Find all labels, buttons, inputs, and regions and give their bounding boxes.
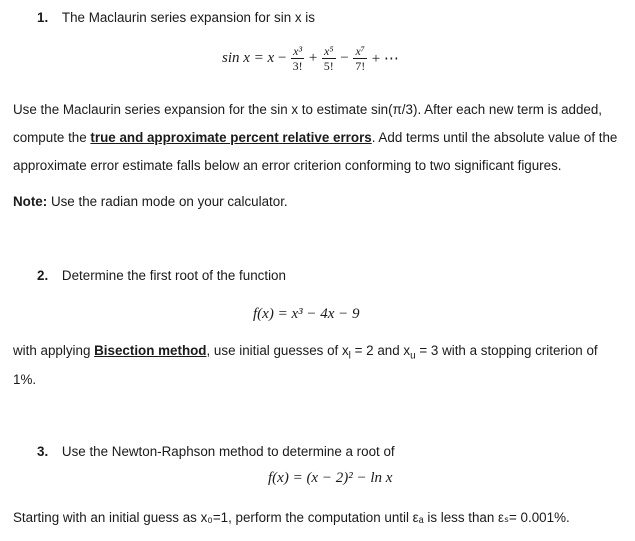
note-text: Use the radian mode on your calculator. bbox=[47, 194, 288, 209]
q2-paragraph-line-1: with applying Bisection method, use initial guesses of $x_l = 2$ and $x_u = 3$ with a stopping criterion of bbox=[13, 343, 598, 362]
q1-paragraph-line-2: compute the true and approximate percent relative errors. Add terms until the absolute value of the bbox=[13, 130, 618, 145]
q1-intro: The Maclaurin series expansion for sin x is bbox=[61, 10, 315, 25]
q3-function: f(x) = (x − 2)² − ln x bbox=[268, 470, 393, 486]
q1-note bbox=[13, 194, 288, 209]
q2-heading bbox=[37, 268, 286, 283]
series-lhs: sin x = x bbox=[222, 50, 275, 66]
series-term-2: $\frac{\text{x⁵}}{5!}$ bbox=[323, 44, 334, 73]
q3-number: 3. bbox=[37, 444, 49, 459]
percent-relative-errors-term: true and approximate percent relative errors bbox=[90, 130, 372, 145]
q1-heading bbox=[37, 10, 315, 25]
series-term-1: $\frac{\text{x³}}{3!}$ bbox=[292, 44, 303, 73]
series-tail: + ⋯ bbox=[371, 51, 399, 67]
q2-function: f(x) = x³ − 4x − 9 bbox=[253, 306, 360, 322]
q1-paragraph-line-1: Use the Maclaurin series expansion for the sin x to estimate sin(π/3). After each new term is added, bbox=[13, 102, 603, 117]
q3-intro: Use the Newton-Raphson method to determine a root of bbox=[61, 444, 395, 459]
q2-intro: Determine the first root of the function bbox=[61, 268, 286, 283]
q1-number: 1. bbox=[37, 10, 49, 25]
maclaurin-series-equation: sin x = x − $\frac{\text{x³}}{3!}$ + $\frac{\text{x⁵}}{5!}$ − $\frac{\text{x⁷}}{7!}$ + ⋯ bbox=[222, 44, 399, 73]
q1-paragraph-line-3: approximate error estimate falls below an error criterion conforming to two significant figures. bbox=[13, 158, 562, 173]
note-label: Note: bbox=[13, 194, 48, 209]
q2-paragraph-line-2: 1%. bbox=[13, 372, 37, 387]
bisection-method-term: Bisection method bbox=[94, 343, 207, 358]
q3-heading bbox=[37, 444, 395, 459]
q2-number: 2. bbox=[37, 268, 49, 283]
q3-paragraph: Starting with an initial guess as x₀=1, perform the computation until εₐ is less than εₛ= 0.001%. bbox=[13, 510, 570, 525]
series-term-3: $\frac{\text{x⁷}}{7!}$ bbox=[355, 44, 366, 73]
